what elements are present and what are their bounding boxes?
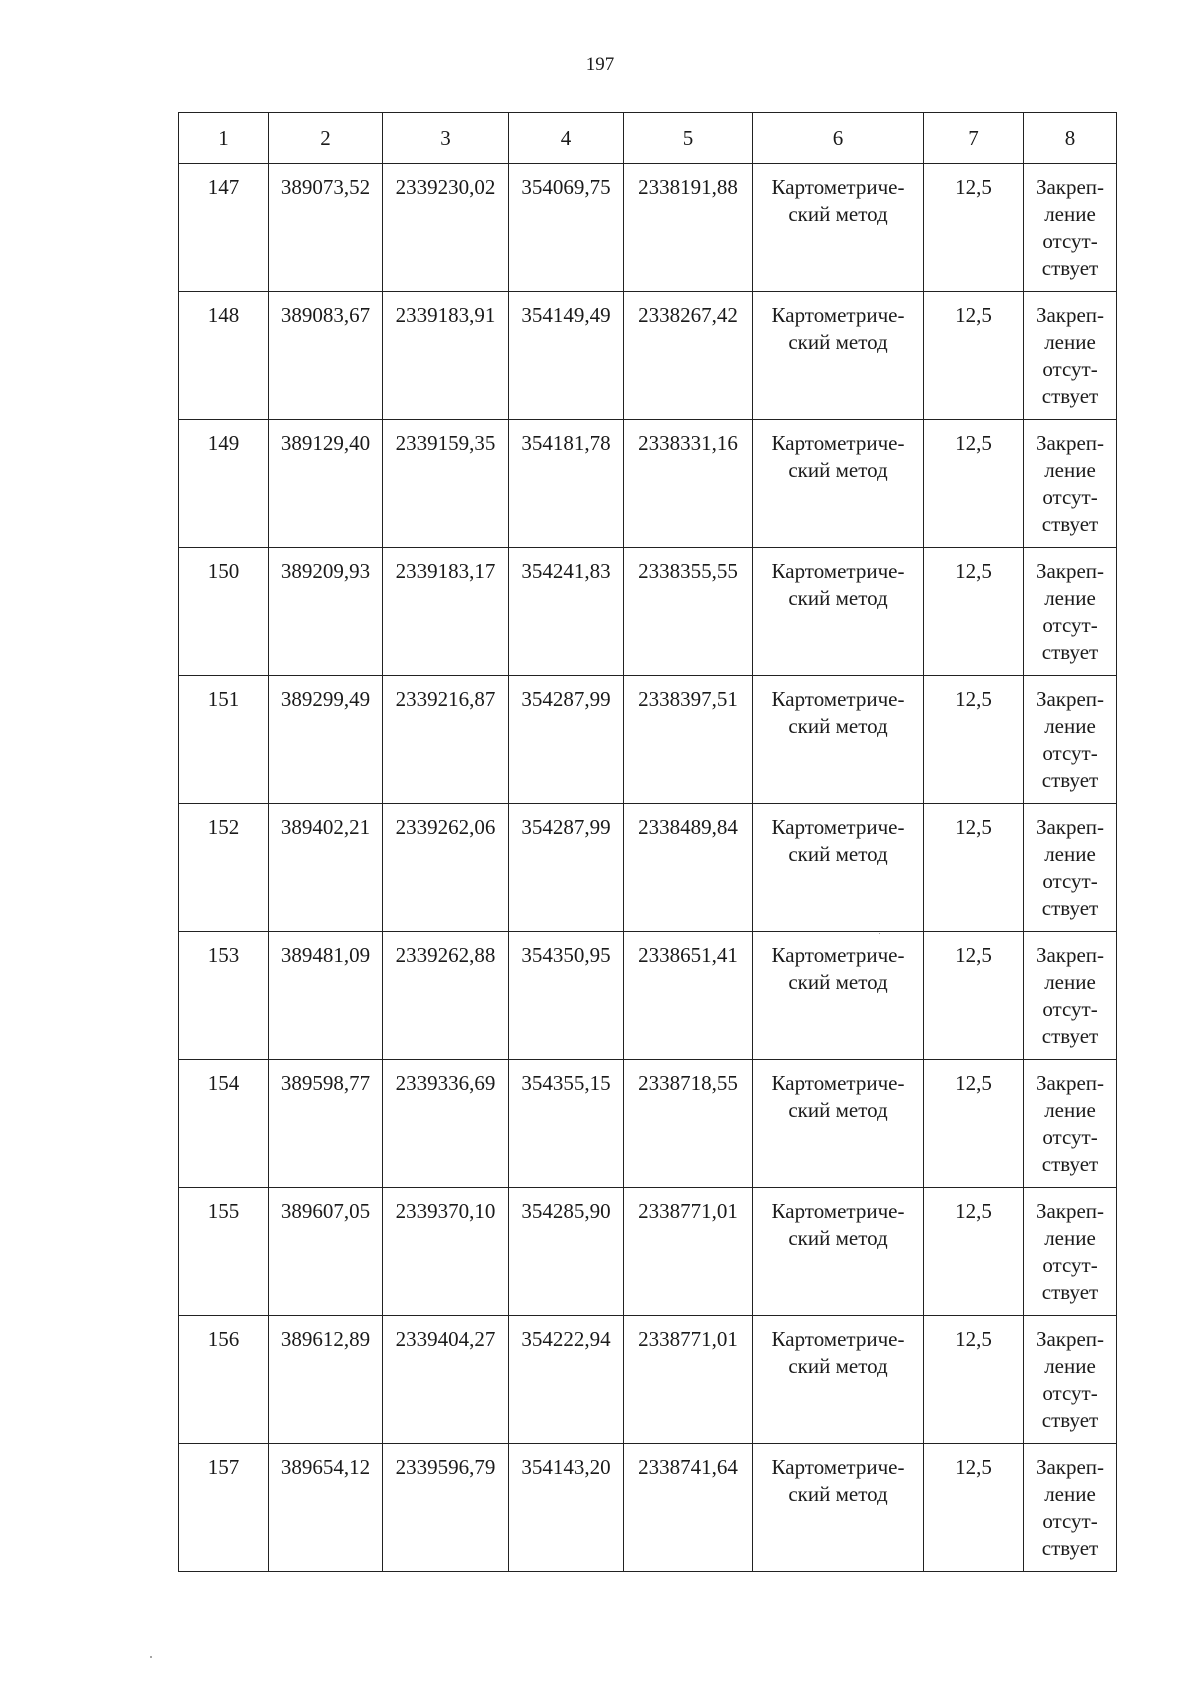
point-number-cell: 152 — [179, 804, 269, 932]
fixation-text-line: ление — [1044, 330, 1096, 354]
method-cell — [753, 164, 924, 292]
coordinate-cell: 354181,78 — [509, 420, 624, 548]
column-header: 1 — [179, 113, 269, 164]
column-header: 6 — [753, 113, 924, 164]
coordinate-cell: 354149,49 — [509, 292, 624, 420]
coordinate-cell: 2338651,41 — [624, 932, 753, 1060]
column-header: 8 — [1024, 113, 1117, 164]
coordinate-cell: 2338397,51 — [624, 676, 753, 804]
coordinate-cell: 2339183,91 — [383, 292, 509, 420]
method-cell — [753, 1188, 924, 1316]
method-cell — [753, 292, 924, 420]
fixation-text-line: ление — [1044, 1354, 1096, 1378]
fixation-text-line: ствует — [1041, 1280, 1099, 1304]
point-number-cell: 155 — [179, 1188, 269, 1316]
table-row — [179, 1188, 1117, 1316]
coordinate-cell: 2339404,27 — [383, 1316, 509, 1444]
coordinate-cell: 389612,89 — [269, 1316, 383, 1444]
coordinate-cell: 389607,05 — [269, 1188, 383, 1316]
accuracy-cell: 12,5 — [924, 804, 1024, 932]
fixation-text-line: Закреп- — [1035, 815, 1105, 839]
table-header — [179, 113, 1117, 164]
point-number-cell: 156 — [179, 1316, 269, 1444]
fixation-text-line: ствует — [1041, 1152, 1099, 1176]
coordinate-cell: 354241,83 — [509, 548, 624, 676]
method-cell — [753, 548, 924, 676]
method-cell — [753, 932, 924, 1060]
column-header: 4 — [509, 113, 624, 164]
fixation-text-line: Закреп- — [1035, 1071, 1105, 1095]
coordinate-cell: 354355,15 — [509, 1060, 624, 1188]
coordinate-cell: 389073,52 — [269, 164, 383, 292]
fixation-text-line: Закреп- — [1035, 687, 1105, 711]
fixation-text-line: отсут- — [1042, 1125, 1098, 1149]
table-row — [179, 932, 1117, 1060]
table-row — [179, 676, 1117, 804]
method-text-line: ский метод — [788, 586, 888, 610]
table-row — [179, 1060, 1117, 1188]
fixation-text-line: отсут- — [1042, 229, 1098, 253]
scan-speck — [150, 1656, 152, 1658]
coordinate-cell: 2339596,79 — [383, 1444, 509, 1572]
method-text-line: Картометриче- — [771, 303, 905, 327]
fixation-text-line: отсут- — [1042, 613, 1098, 637]
fixation-text-line: отсут- — [1042, 357, 1098, 381]
coordinate-cell: 2339262,06 — [383, 804, 509, 932]
fixation-cell — [1024, 548, 1117, 676]
fixation-text-line: отсут- — [1042, 1253, 1098, 1277]
fixation-cell — [1024, 804, 1117, 932]
fixation-cell — [1024, 1316, 1117, 1444]
fixation-text-line: ление — [1044, 586, 1096, 610]
fixation-text-line: Закреп- — [1035, 559, 1105, 583]
fixation-text-line: Закреп- — [1035, 943, 1105, 967]
fixation-text-line: ствует — [1041, 384, 1099, 408]
table-row — [179, 804, 1117, 932]
method-cell — [753, 420, 924, 548]
coordinates-table — [178, 112, 1117, 1572]
fixation-cell — [1024, 676, 1117, 804]
method-text-line: ский метод — [788, 1482, 888, 1506]
accuracy-cell: 12,5 — [924, 292, 1024, 420]
method-text-line: ский метод — [788, 842, 888, 866]
column-header: 2 — [269, 113, 383, 164]
coordinate-cell: 389209,93 — [269, 548, 383, 676]
method-cell — [753, 1444, 924, 1572]
method-text-line: Картометриче- — [771, 815, 905, 839]
fixation-text-line: отсут- — [1042, 741, 1098, 765]
coordinate-cell: 389481,09 — [269, 932, 383, 1060]
fixation-text-line: Закреп- — [1035, 175, 1105, 199]
point-number-cell: 153 — [179, 932, 269, 1060]
fixation-text-line: ление — [1044, 202, 1096, 226]
accuracy-cell: 12,5 — [924, 1444, 1024, 1572]
method-text-line: Картометриче- — [771, 943, 905, 967]
coordinate-cell: 2339230,02 — [383, 164, 509, 292]
fixation-text-line: отсут- — [1042, 869, 1098, 893]
fixation-cell — [1024, 420, 1117, 548]
fixation-cell — [1024, 1444, 1117, 1572]
coordinate-cell: 354285,90 — [509, 1188, 624, 1316]
fixation-text-line: отсут- — [1042, 1381, 1098, 1405]
fixation-text-line: Закреп- — [1035, 431, 1105, 455]
coordinate-cell: 2338718,55 — [624, 1060, 753, 1188]
fixation-text-line: ствует — [1041, 768, 1099, 792]
fixation-text-line: ствует — [1041, 1536, 1099, 1560]
column-header: 3 — [383, 113, 509, 164]
coordinate-cell: 2338771,01 — [624, 1316, 753, 1444]
fixation-text-line: ление — [1044, 842, 1096, 866]
coordinate-cell: 354143,20 — [509, 1444, 624, 1572]
table-row — [179, 548, 1117, 676]
method-text-line: ский метод — [788, 458, 888, 482]
fixation-text-line: Закреп- — [1035, 1455, 1105, 1479]
column-header: 7 — [924, 113, 1024, 164]
coordinate-cell: 389654,12 — [269, 1444, 383, 1572]
fixation-text-line: ление — [1044, 458, 1096, 482]
point-number-cell: 148 — [179, 292, 269, 420]
coordinate-cell: 2338771,01 — [624, 1188, 753, 1316]
coordinate-cell: 2338489,84 — [624, 804, 753, 932]
table-row — [179, 1444, 1117, 1572]
coordinate-cell: 2339183,17 — [383, 548, 509, 676]
table-row — [179, 1316, 1117, 1444]
fixation-text-line: ление — [1044, 970, 1096, 994]
fixation-text-line: ствует — [1041, 256, 1099, 280]
coordinate-cell: 2339262,88 — [383, 932, 509, 1060]
accuracy-cell: 12,5 — [924, 1188, 1024, 1316]
method-text-line: ский метод — [788, 202, 888, 226]
method-cell — [753, 1060, 924, 1188]
coordinate-cell: 354222,94 — [509, 1316, 624, 1444]
method-text-line: ский метод — [788, 330, 888, 354]
method-text-line: ский метод — [788, 714, 888, 738]
coordinate-cell: 389129,40 — [269, 420, 383, 548]
fixation-text-line: отсут- — [1042, 485, 1098, 509]
coordinate-cell: 2338741,64 — [624, 1444, 753, 1572]
method-text-line: Картометриче- — [771, 431, 905, 455]
coordinate-cell: 2338267,42 — [624, 292, 753, 420]
fixation-text-line: ление — [1044, 1098, 1096, 1122]
fixation-text-line: Закреп- — [1035, 1327, 1105, 1351]
header-row — [179, 113, 1117, 164]
method-text-line: ский метод — [788, 1354, 888, 1378]
method-text-line: Картометриче- — [771, 1071, 905, 1095]
coordinate-cell: 2339370,10 — [383, 1188, 509, 1316]
coordinate-cell: 354287,99 — [509, 676, 624, 804]
method-text-line: Картометриче- — [771, 175, 905, 199]
column-header: 5 — [624, 113, 753, 164]
method-text-line: ский метод — [788, 1098, 888, 1122]
method-text-line: ский метод — [788, 1226, 888, 1250]
method-text-line: Картометриче- — [771, 559, 905, 583]
method-text-line: Картометриче- — [771, 1327, 905, 1351]
fixation-text-line: ление — [1044, 1482, 1096, 1506]
coordinate-cell: 389598,77 — [269, 1060, 383, 1188]
fixation-cell — [1024, 292, 1117, 420]
table-row — [179, 292, 1117, 420]
point-number-cell: 154 — [179, 1060, 269, 1188]
coordinate-cell: 354287,99 — [509, 804, 624, 932]
coordinate-cell: 2339216,87 — [383, 676, 509, 804]
fixation-cell — [1024, 1060, 1117, 1188]
accuracy-cell: 12,5 — [924, 676, 1024, 804]
method-cell — [753, 676, 924, 804]
point-number-cell: 149 — [179, 420, 269, 548]
point-number-cell: 151 — [179, 676, 269, 804]
coordinate-cell: 389299,49 — [269, 676, 383, 804]
method-text-line: Картометриче- — [771, 687, 905, 711]
fixation-cell — [1024, 932, 1117, 1060]
coordinate-cell: 2339159,35 — [383, 420, 509, 548]
accuracy-cell: 12,5 — [924, 548, 1024, 676]
fixation-cell — [1024, 1188, 1117, 1316]
point-number-cell: 147 — [179, 164, 269, 292]
fixation-text-line: ствует — [1041, 1024, 1099, 1048]
table-row — [179, 420, 1117, 548]
coordinate-cell: 389083,67 — [269, 292, 383, 420]
fixation-text-line: ствует — [1041, 896, 1099, 920]
fixation-cell — [1024, 164, 1117, 292]
coordinate-cell: 2338331,16 — [624, 420, 753, 548]
fixation-text-line: ствует — [1041, 640, 1099, 664]
table-body — [179, 164, 1117, 1572]
method-text-line: Картометриче- — [771, 1199, 905, 1223]
coordinate-cell: 354069,75 — [509, 164, 624, 292]
fixation-text-line: ление — [1044, 1226, 1096, 1250]
accuracy-cell: 12,5 — [924, 932, 1024, 1060]
page-number: 197 — [585, 54, 615, 75]
fixation-text-line: Закреп- — [1035, 303, 1105, 327]
fixation-text-line: ствует — [1041, 1408, 1099, 1432]
coordinate-cell: 2339336,69 — [383, 1060, 509, 1188]
accuracy-cell: 12,5 — [924, 1060, 1024, 1188]
point-number-cell: 150 — [179, 548, 269, 676]
method-text-line: ский метод — [788, 970, 888, 994]
fixation-text-line: отсут- — [1042, 1509, 1098, 1533]
accuracy-cell: 12,5 — [924, 164, 1024, 292]
fixation-text-line: ление — [1044, 714, 1096, 738]
accuracy-cell: 12,5 — [924, 420, 1024, 548]
scan-speck — [879, 933, 880, 934]
fixation-text-line: ствует — [1041, 512, 1099, 536]
method-cell — [753, 1316, 924, 1444]
coordinate-cell: 389402,21 — [269, 804, 383, 932]
table-row — [179, 164, 1117, 292]
coordinate-cell: 2338355,55 — [624, 548, 753, 676]
accuracy-cell: 12,5 — [924, 1316, 1024, 1444]
coordinate-cell: 2338191,88 — [624, 164, 753, 292]
fixation-text-line: отсут- — [1042, 997, 1098, 1021]
fixation-text-line: Закреп- — [1035, 1199, 1105, 1223]
method-cell — [753, 804, 924, 932]
method-text-line: Картометриче- — [771, 1455, 905, 1479]
point-number-cell: 157 — [179, 1444, 269, 1572]
coordinate-cell: 354350,95 — [509, 932, 624, 1060]
